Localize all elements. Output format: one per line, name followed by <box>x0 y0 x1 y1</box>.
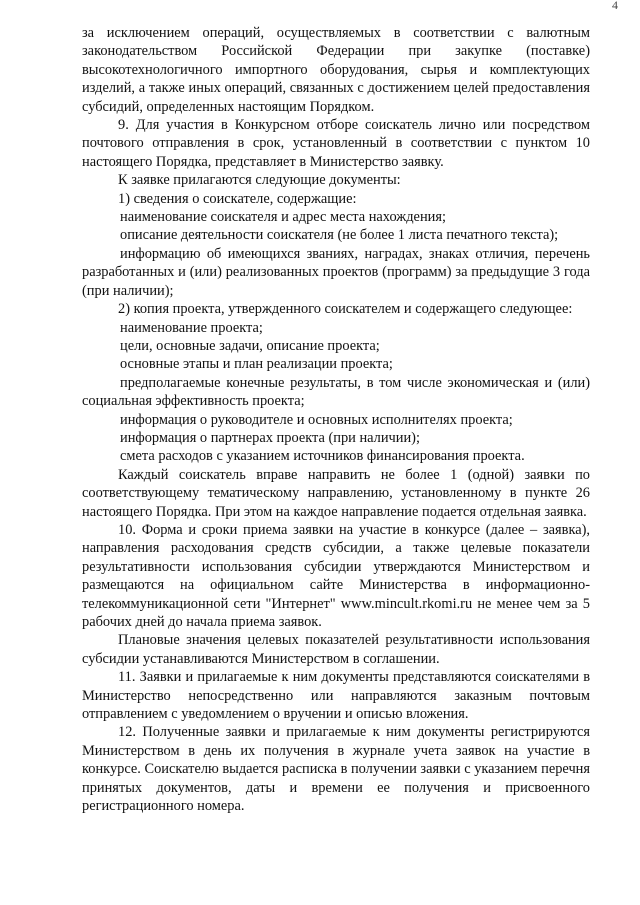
list-subitem: смета расходов с указанием источников финансирования проекта. <box>120 448 525 465</box>
paragraph-item-12: 12. Полученные заявки и прилагаемые к ним документы регистрируются Министерством в день их получения в журнале учета заявок на участие в конкурсе. Соискателю выдается расписка в получении заявки с указанием перечня принятых документов, даты и времени ее получения и присвоенного регистрационного номера. <box>82 724 590 815</box>
paragraph-item-11: 11. Заявки и прилагаемые к ним документы представляются соискателями в Министерство непосредственно или направляются заказным почтовым отправлением с уведомлением о вручении и описью вложения. <box>82 669 590 723</box>
paragraph-one-application: Каждый соискатель вправе направить не более 1 (одной) заявки по соответствующему тематическому направлению, установленному в пункте 26 настоящего Порядка. При этом на каждое направление подается отдельная заявка. <box>82 466 590 520</box>
paragraph-attachments-intro: К заявке прилагаются следующие документы: <box>118 172 401 189</box>
list-item-applicant-info: 1) сведения о соискателе, содержащие: <box>118 190 357 207</box>
paragraph-item-10: 10. Форма и сроки приема заявки на участие в конкурсе (далее – заявка), направления расходования средств субсидии, а также целевые показатели результативности использования субсидии утверждаются Министерством и размещаются на официальном сайте Министерства в информационно-телекоммуникационной сети "Интернет" www.mincult.rkomi.ru не менее чем за 5 рабочих дней до начала приема заявок. <box>82 521 590 630</box>
list-subitem: информация о руководителе и основных исполнителях проекта; <box>120 411 513 428</box>
paragraph-continuation: за исключением операций, осуществляемых в соответствии с валютным законодательством Российской Федерации при закупке (поставке) высокотехнологичного импортного оборудования, сырья и комплектующих изделий, а также иных операций, связанных с достижением целей предоставления субсидий, определенных настоящим Порядком. <box>82 25 590 115</box>
list-subitem: основные этапы и план реализации проекта; <box>120 356 393 373</box>
list-subitem: описание деятельности соискателя (не более 1 листа печатного текста); <box>120 227 559 244</box>
list-subitem: предполагаемые конечные результаты, в том числе экономическая и (или) социальная эффективность проекта; <box>82 374 590 410</box>
document-body <box>82 24 590 815</box>
paragraph-item-9: 9. Для участия в Конкурсном отборе соискатель лично или посредством почтового отправления в срок, установленный в соответствии с пунктом 10 настоящего Порядка, представляет в Министерство заявку. <box>82 117 590 170</box>
paragraph-planned-values: Плановые значения целевых показателей результативности использования субсидии устанавливаются Министерством в соглашении. <box>82 632 590 667</box>
list-subitem: информация о партнерах проекта (при наличии); <box>120 429 420 446</box>
list-subitem: информацию об имеющихся званиях, наградах, знаках отличия, перечень разработанных и (или) реализованных проектов (программ) за предыдущие 3 года (при наличии); <box>82 245 590 299</box>
list-subitem: наименование соискателя и адрес места нахождения; <box>120 209 446 226</box>
list-subitem: цели, основные задачи, описание проекта; <box>120 337 380 354</box>
page-number: 4 <box>612 0 618 12</box>
list-subitem: наименование проекта; <box>120 319 263 336</box>
list-item-project-copy: 2) копия проекта, утвержденного соискателем и содержащего следующее: <box>118 301 573 318</box>
